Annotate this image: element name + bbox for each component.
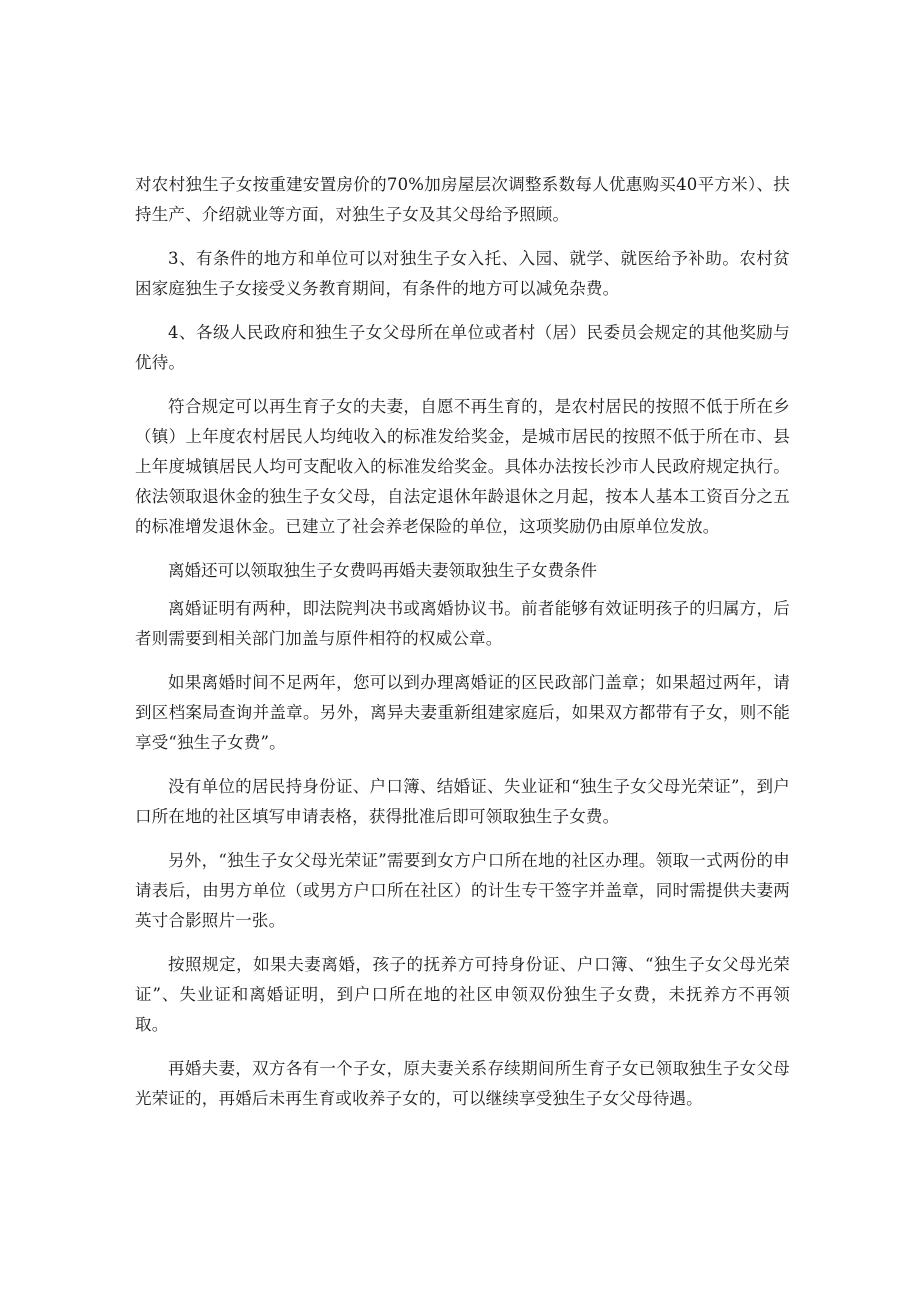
- paragraph-certificate: 另外，“独生子女父母光荣证”需要到女方户口所在地的社区办理。领取一式两份的申请表后，由男方单位（或男方户口所在社区）的计生专干签字并盖章，同时需提供夫妻两英寸合影照片一张。: [135, 851, 790, 930]
- document-page: [135, 170, 790, 1128]
- paragraph-item-3: 3、有条件的地方和单位可以对独生子女入托、入园、就学、就医给予补助。农村贫困家庭独生子女接受义务教育期间，有条件的地方可以减免杂费。: [135, 249, 790, 298]
- paragraph-divorce-time: 如果离婚时间不足两年，您可以到办理离婚证的区民政部门盖章；如果超过两年，请到区档案局查询并盖章。另外，离异夫妻重新组建家庭后，如果双方都带有子女，则不能享受“独生子女费”。: [135, 673, 790, 752]
- paragraph-divorce-proof: 离婚证明有两种，即法院判决书或离婚协议书。前者能够有效证明孩子的归属方，后者则需要到相关部门加盖与原件相符的权威公章。: [135, 599, 790, 648]
- paragraph-no-unit: 没有单位的居民持身份证、户口簿、结婚证、失业证和“独生子女父母光荣证”，到户口所在地的社区填写申请表格，获得批准后即可领取独生子女费。: [135, 777, 790, 826]
- paragraph-remarriage: 再婚夫妻，双方各有一个子女，原夫妻关系存续期间所生育子女已领取独生子女父母光荣证的，再婚后未再生育或收养子女的，可以继续享受独生子女父母待遇。: [135, 1059, 790, 1108]
- paragraph-continuation: 对农村独生子女按重建安置房价的70%加房屋层次调整系数每人优惠购买40平方米）、扶持生产、介绍就业等方面，对独生子女及其父母给予照顾。: [135, 175, 790, 224]
- paragraph-item-4: 4、各级人民政府和独生子女父母所在单位或者村（居）民委员会规定的其他奖励与优待。: [135, 323, 790, 372]
- paragraph-custody: 按照规定，如果夫妻离婚，孩子的抚养方可持身份证、户口簿、“独生子女父母光荣证”、失业证和离婚证明，到户口所在地的社区申领双份独生子女费，未抚养方不再领取。: [135, 955, 790, 1034]
- paragraph-reward-rules: 符合规定可以再生育子女的夫妻，自愿不再生育的，是农村居民的按照不低于所在乡（镇）上年度农村居民人均纯收入的标准发给奖金，是城市居民的按照不低于所在市、县上年度城镇居民人均可支配收入的标准发给奖金。具体办法按长沙市人民政府规定执行。依法领取退休金的独生子女父母，自法定退休年龄退休之月起，按本人基本工资百分之五的标准增发退休金。已建立了社会养老保险的单位，这项奖励仍由原单位发放。: [135, 397, 790, 536]
- section-heading: 离婚还可以领取独生子女费吗再婚夫妻领取独生子女费条件: [168, 561, 597, 580]
